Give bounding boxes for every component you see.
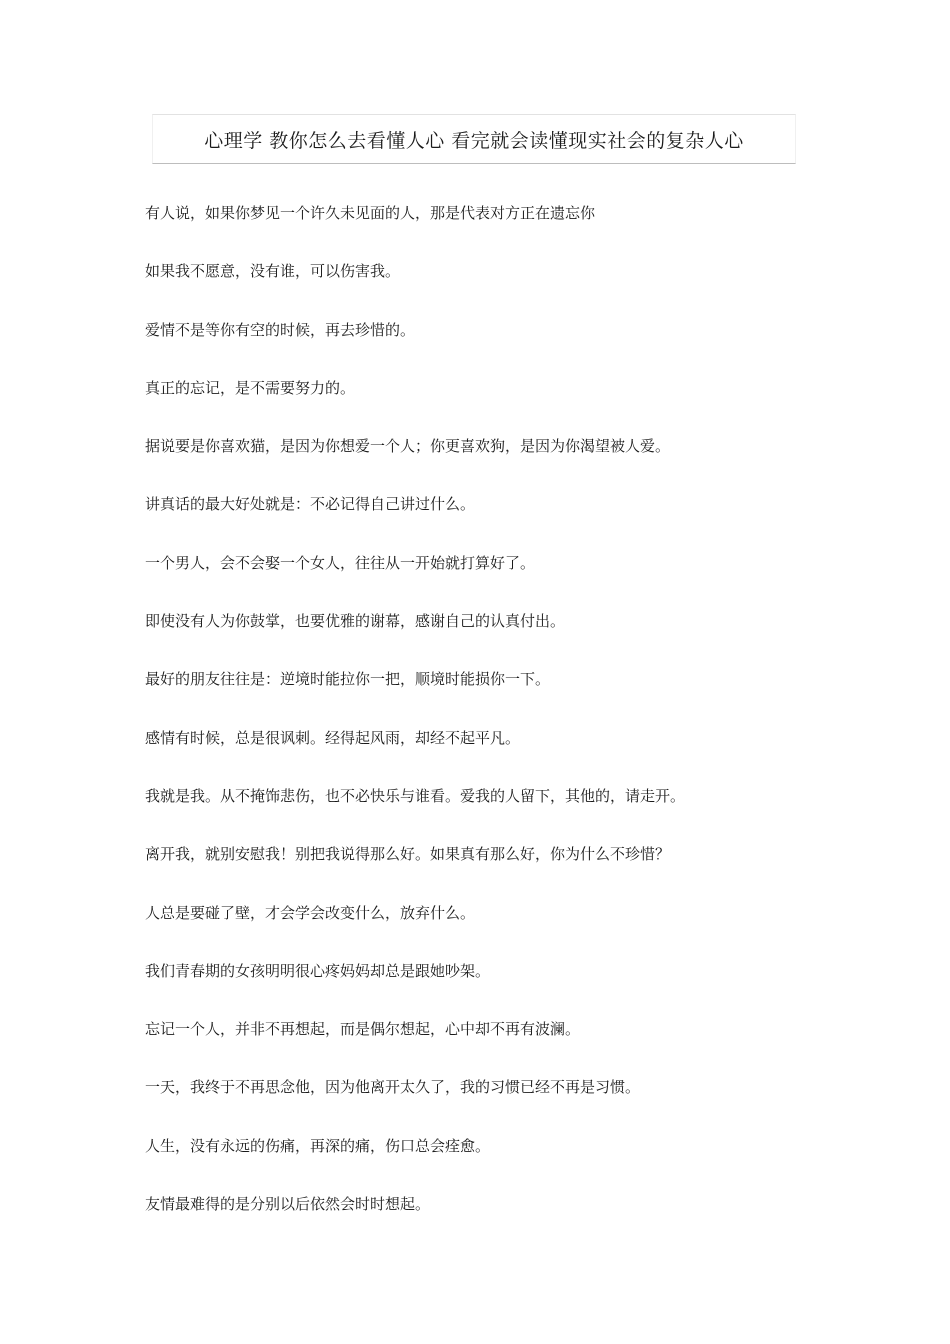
quote-list	[145, 201, 845, 1250]
quote-line: 友情最难得的是分别以后依然会时时想起。	[145, 1195, 431, 1214]
quote-line: 人生，没有永远的伤痛，再深的痛，伤口总会痊愈。	[145, 1136, 491, 1155]
quote-line: 讲真话的最大好处就是：不必记得自己讲过什么。	[145, 495, 476, 514]
quote-line: 爱情不是等你有空的时候，再去珍惜的。	[145, 320, 416, 339]
quote-line: 我们青春期的女孩明明很心疼妈妈却总是跟她吵架。	[145, 961, 491, 980]
quote-line: 最好的朋友往往是：逆境时能拉你一把，顺境时能损你一下。	[145, 670, 551, 689]
quote-line: 真正的忘记，是不需要努力的。	[145, 378, 356, 397]
quote-line: 离开我，就别安慰我！别把我说得那么好。如果真有那么好，你为什么不珍惜？	[145, 845, 671, 864]
document-title: 心理学 教你怎么去看懂人心 看完就会读懂现实社会的复杂人心	[204, 129, 744, 152]
quote-line: 忘记一个人，并非不再想起，而是偶尔想起，心中却不再有波澜。	[145, 1020, 581, 1039]
quote-line: 即使没有人为你鼓掌，也要优雅的谢幕，感谢自己的认真付出。	[145, 612, 566, 631]
quote-line: 我就是我。从不掩饰悲伤，也不必快乐与谁看。爱我的人留下，其他的，请走开。	[145, 786, 686, 805]
quote-line: 据说要是你喜欢猫，是因为你想爱一个人；你更喜欢狗，是因为你渴望被人爱。	[145, 437, 671, 456]
quote-line: 人总是要碰了壁，才会学会改变什么，放弃什么。	[145, 903, 476, 922]
quote-line: 如果我不愿意，没有谁，可以伤害我。	[145, 262, 401, 281]
quote-line: 感情有时候，总是很讽刺。经得起风雨，却经不起平凡。	[145, 728, 521, 747]
title-box	[152, 114, 796, 164]
quote-line: 有人说，如果你梦见一个许久未见面的人，那是代表对方正在遗忘你	[145, 204, 596, 222]
quote-line: 一个男人，会不会娶一个女人，往往从一开始就打算好了。	[145, 553, 536, 572]
quote-line: 一天，我终于不再思念他，因为他离开太久了，我的习惯已经不再是习惯。	[145, 1078, 641, 1097]
